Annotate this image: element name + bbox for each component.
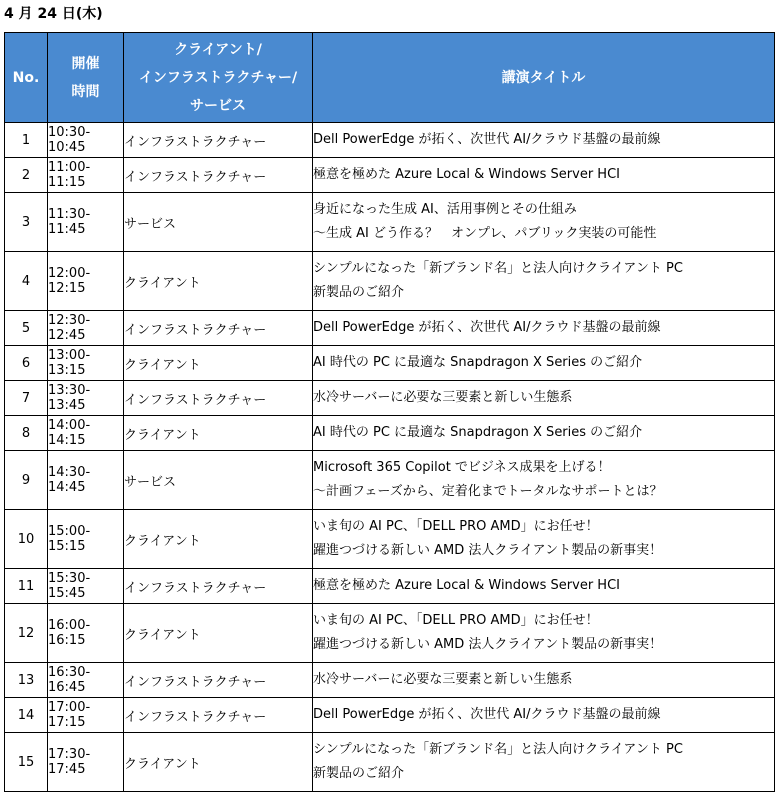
session-category: インフラストラクチャー: [124, 663, 313, 698]
session-title-line: シンプルになった「新ブランド名」と法人向けクライアント PC: [313, 742, 683, 757]
session-time: [48, 123, 124, 158]
session-end-time: 12:45: [48, 328, 86, 343]
session-category: インフラストラクチャー: [124, 123, 313, 158]
session-title-line: 極意を極めた Azure Local & Windows Server HCI: [313, 578, 620, 593]
session-end-time: 13:45: [48, 398, 86, 413]
session-number: 2: [5, 158, 48, 193]
session-category: インフラストラクチャー: [124, 311, 313, 346]
table-row: [5, 158, 775, 193]
session-title-line: AI 時代の PC に最適な Snapdragon X Series のご紹介: [313, 355, 643, 370]
session-title: [313, 123, 775, 158]
session-number: 3: [5, 193, 48, 252]
header-category-line: インフラストラクチャー/: [138, 69, 298, 86]
session-number: 1: [5, 123, 48, 158]
table-row: [5, 381, 775, 416]
session-start-time: 11:00-: [48, 160, 91, 175]
session-title: [313, 569, 775, 604]
session-end-time: 13:15: [48, 363, 86, 378]
session-number: 9: [5, 451, 48, 510]
session-number: 10: [5, 510, 48, 569]
session-start-time: 11:30-: [48, 207, 91, 222]
session-title-line: ～計画フェーズから、定着化までトータルなサポートとは？: [313, 484, 663, 499]
session-end-time: 11:15: [48, 175, 86, 190]
session-end-time: 15:45: [48, 586, 86, 601]
session-title: [313, 604, 775, 663]
session-end-time: 14:45: [48, 480, 86, 495]
session-time: [48, 663, 124, 698]
session-time: [48, 733, 124, 792]
session-category: サービス: [124, 451, 313, 510]
session-end-time: 16:45: [48, 680, 86, 695]
header-no: No.: [5, 33, 48, 123]
header-time: [48, 33, 124, 123]
session-time: [48, 698, 124, 733]
table-row: [5, 663, 775, 698]
session-title-line: 躍進つづける新しい AMD 法人クライアント製品の新事実！: [313, 637, 663, 652]
session-end-time: 17:15: [48, 715, 86, 730]
header-time-line: 時間: [71, 83, 100, 100]
header-row: [5, 33, 775, 123]
session-title-line: シンプルになった「新ブランド名」と法人向けクライアント PC: [313, 261, 683, 276]
session-time: [48, 193, 124, 252]
session-start-time: 12:00-: [48, 266, 91, 281]
session-start-time: 16:00-: [48, 618, 91, 633]
session-time: [48, 158, 124, 193]
session-title: [313, 252, 775, 311]
table-row: [5, 698, 775, 733]
session-title-line: Dell PowerEdge が拓く、次世代 AI/クラウド基盤の最前線: [313, 132, 661, 147]
session-category: クライアント: [124, 346, 313, 381]
header-time-line: 開催: [71, 55, 100, 72]
session-number: 6: [5, 346, 48, 381]
session-start-time: 12:30-: [48, 313, 91, 328]
session-start-time: 14:00-: [48, 418, 91, 433]
session-title: [313, 381, 775, 416]
session-start-time: 13:30-: [48, 383, 91, 398]
session-end-time: 15:15: [48, 539, 86, 554]
session-start-time: 15:00-: [48, 524, 91, 539]
session-end-time: 10:45: [48, 140, 86, 155]
session-category: クライアント: [124, 252, 313, 311]
table-row: [5, 123, 775, 158]
table-row: [5, 416, 775, 451]
table-row: [5, 569, 775, 604]
session-time: [48, 604, 124, 663]
session-title: [313, 416, 775, 451]
session-category: クライアント: [124, 733, 313, 792]
session-number: 4: [5, 252, 48, 311]
session-title-line: AI 時代の PC に最適な Snapdragon X Series のご紹介: [313, 425, 643, 440]
session-title: [313, 158, 775, 193]
date-heading: 4 月 24 日(木): [4, 6, 103, 22]
session-title: [313, 663, 775, 698]
session-category: インフラストラクチャー: [124, 698, 313, 733]
session-start-time: 15:30-: [48, 571, 91, 586]
session-start-time: 14:30-: [48, 465, 91, 480]
session-end-time: 14:15: [48, 433, 86, 448]
session-title-line: Microsoft 365 Copilot でビジネス成果を上げる！: [313, 460, 611, 475]
session-start-time: 17:00-: [48, 700, 91, 715]
session-number: 8: [5, 416, 48, 451]
session-time: [48, 451, 124, 510]
session-title: [313, 510, 775, 569]
session-number: 7: [5, 381, 48, 416]
session-title-line: いま旬の AI PC、「DELL PRO AMD」にお任せ！: [313, 519, 599, 534]
session-number: 13: [5, 663, 48, 698]
session-title-line: 身近になった生成 AI、活用事例とその仕組み: [313, 202, 577, 217]
session-title: [313, 698, 775, 733]
session-time: [48, 252, 124, 311]
session-time: [48, 346, 124, 381]
session-time: [48, 510, 124, 569]
session-title: [313, 311, 775, 346]
session-title-line: Dell PowerEdge が拓く、次世代 AI/クラウド基盤の最前線: [313, 320, 661, 335]
session-category: インフラストラクチャー: [124, 569, 313, 604]
table-row: [5, 311, 775, 346]
session-category: クライアント: [124, 604, 313, 663]
session-title: [313, 733, 775, 792]
table-row: [5, 510, 775, 569]
session-title: [313, 193, 775, 252]
session-category: サービス: [124, 193, 313, 252]
header-category-line: サービス: [190, 97, 246, 114]
table-row: [5, 604, 775, 663]
session-title-line: ～生成 AI どう作る？ オンプレ、パブリック実装の可能性: [313, 226, 657, 241]
session-time: [48, 311, 124, 346]
session-end-time: 11:45: [48, 222, 86, 237]
session-title: [313, 451, 775, 510]
session-start-time: 16:30-: [48, 665, 91, 680]
session-number: 14: [5, 698, 48, 733]
session-time: [48, 569, 124, 604]
session-title-line: いま旬の AI PC、「DELL PRO AMD」にお任せ！: [313, 613, 599, 628]
session-title-line: 水冷サーバーに必要な三要素と新しい生態系: [313, 390, 573, 405]
header-category: [124, 33, 313, 123]
header-title: 講演タイトル: [313, 33, 775, 123]
session-category: インフラストラクチャー: [124, 158, 313, 193]
session-number: 5: [5, 311, 48, 346]
session-time: [48, 416, 124, 451]
table-row: [5, 733, 775, 792]
session-number: 15: [5, 733, 48, 792]
session-number: 11: [5, 569, 48, 604]
session-title-line: Dell PowerEdge が拓く、次世代 AI/クラウド基盤の最前線: [313, 707, 661, 722]
table-row: [5, 252, 775, 311]
session-title-line: 躍進つづける新しい AMD 法人クライアント製品の新事実！: [313, 543, 663, 558]
session-title: [313, 346, 775, 381]
header-category-line: クライアント/: [174, 41, 262, 58]
session-category: クライアント: [124, 510, 313, 569]
table-row: [5, 451, 775, 510]
session-end-time: 12:15: [48, 281, 86, 296]
session-title-line: 水冷サーバーに必要な三要素と新しい生態系: [313, 672, 573, 687]
table-row: [5, 193, 775, 252]
session-start-time: 17:30-: [48, 747, 91, 762]
session-title-line: 新製品のご紹介: [313, 766, 405, 781]
session-category: クライアント: [124, 416, 313, 451]
session-title-line: 極意を極めた Azure Local & Windows Server HCI: [313, 167, 620, 182]
session-title-line: 新製品のご紹介: [313, 285, 405, 300]
session-category: インフラストラクチャー: [124, 381, 313, 416]
session-start-time: 13:00-: [48, 348, 91, 363]
session-schedule-table: [4, 32, 775, 792]
session-end-time: 17:45: [48, 762, 86, 777]
session-start-time: 10:30-: [48, 125, 91, 140]
table-row: [5, 346, 775, 381]
session-time: [48, 381, 124, 416]
schedule-body: [5, 123, 775, 792]
session-number: 12: [5, 604, 48, 663]
session-end-time: 16:15: [48, 633, 86, 648]
